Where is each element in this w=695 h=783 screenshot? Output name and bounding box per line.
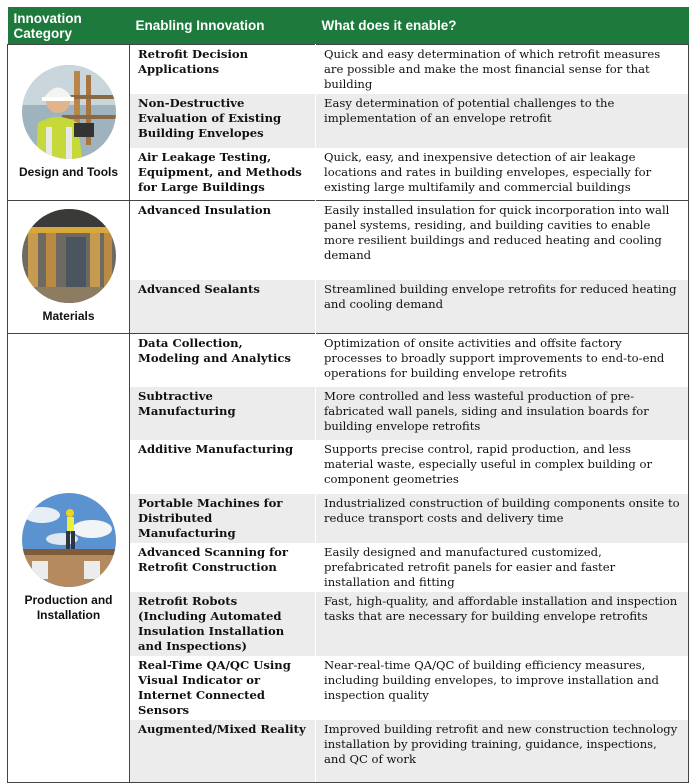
innovation-name: Retrofit Decision Applications	[130, 45, 316, 95]
category-cell-materials	[8, 200, 130, 333]
innovation-description: Quick and easy determination of which retrofit measures are possible and make the most financial sense for that building	[316, 45, 689, 95]
innovation-description: Optimization of onsite activities and offsite factory processes to broadly support improvements to end-to-end operations for building envelope retrofits	[316, 333, 689, 387]
innovation-name: Augmented/Mixed Reality	[130, 720, 316, 782]
innovation-description: Easily designed and manufactured customized, prefabricated retrofit panels for easier and faster installation and fitting	[316, 543, 689, 592]
innovation-description: More controlled and less wasteful production of pre-fabricated wall panels, siding and insulation boards for building envelope retrofits	[316, 387, 689, 440]
construction-worker-tablet-photo	[22, 65, 116, 159]
innovation-description: Industrialized construction of building components onsite to reduce transport costs and delivery time	[316, 494, 689, 543]
wall-panel-framing-photo	[22, 209, 116, 303]
innovation-name: Real-Time QA/QC Using Visual Indicator or Internet Connected Sensors	[130, 656, 316, 720]
innovation-description: Streamlined building envelope retrofits for reduced heating and cooling demand	[316, 280, 689, 333]
innovation-name: Portable Machines for Distributed Manufacturing	[130, 494, 316, 543]
category-label: Production and Installation	[24, 592, 113, 622]
innovation-name: Non-Destructive Evaluation of Existing Building Envelopes	[130, 94, 316, 148]
innovation-table	[7, 7, 689, 783]
innovation-name: Retrofit Robots (Including Automated Insulation Installation and Inspections)	[130, 592, 316, 656]
table-header-row	[8, 7, 689, 45]
innovation-name: Advanced Sealants	[130, 280, 316, 333]
header-category-line1: Innovation	[13, 10, 82, 26]
innovation-description: Fast, high-quality, and affordable installation and inspection tasks that are necessary for building envelope retrofits	[316, 592, 689, 656]
innovation-name: Data Collection, Modeling and Analytics	[130, 333, 316, 387]
header-what-does-it-enable: What does it enable?	[316, 7, 689, 45]
category-label: Design and Tools	[18, 164, 119, 179]
table-row	[8, 333, 689, 387]
category-cell-design-and-tools	[8, 45, 130, 201]
category-label: Materials	[42, 309, 95, 323]
rooftop-worker-photo	[22, 493, 116, 587]
innovation-name: Advanced Scanning for Retrofit Construction	[130, 543, 316, 592]
table-row	[8, 45, 689, 95]
innovation-description: Easy determination of potential challenges to the implementation of an envelope retrofit	[316, 94, 689, 148]
header-innovation-category	[8, 7, 130, 45]
innovation-description: Easily installed insulation for quick incorporation into wall panel systems, residing, and building cavities to enable more resilient buildings and reduced heating and cooling demand	[316, 200, 689, 280]
table-row	[8, 200, 689, 280]
innovation-description: Supports precise control, rapid production, and less material waste, especially useful in complex building or component geometries	[316, 440, 689, 494]
innovation-description: Near-real-time QA/QC of building efficiency measures, including building envelopes, to improve installation and inspection quality	[316, 656, 689, 720]
innovation-description: Quick, easy, and inexpensive detection of air leakage locations and rates in building envelopes, especially for existing large multifamily and commercial buildings	[316, 148, 689, 200]
header-enabling-innovation: Enabling Innovation	[130, 7, 316, 45]
innovation-name: Subtractive Manufacturing	[130, 387, 316, 440]
innovation-name: Air Leakage Testing, Equipment, and Methods for Large Buildings	[130, 148, 316, 200]
innovation-name: Additive Manufacturing	[130, 440, 316, 494]
header-category-line2: Category	[13, 25, 73, 41]
innovation-name: Advanced Insulation	[130, 200, 316, 280]
innovation-description: Improved building retrofit and new construction technology installation by providing training, guidance, inspections, and QC of work	[316, 720, 689, 782]
category-cell-production-and-installation	[8, 333, 130, 782]
